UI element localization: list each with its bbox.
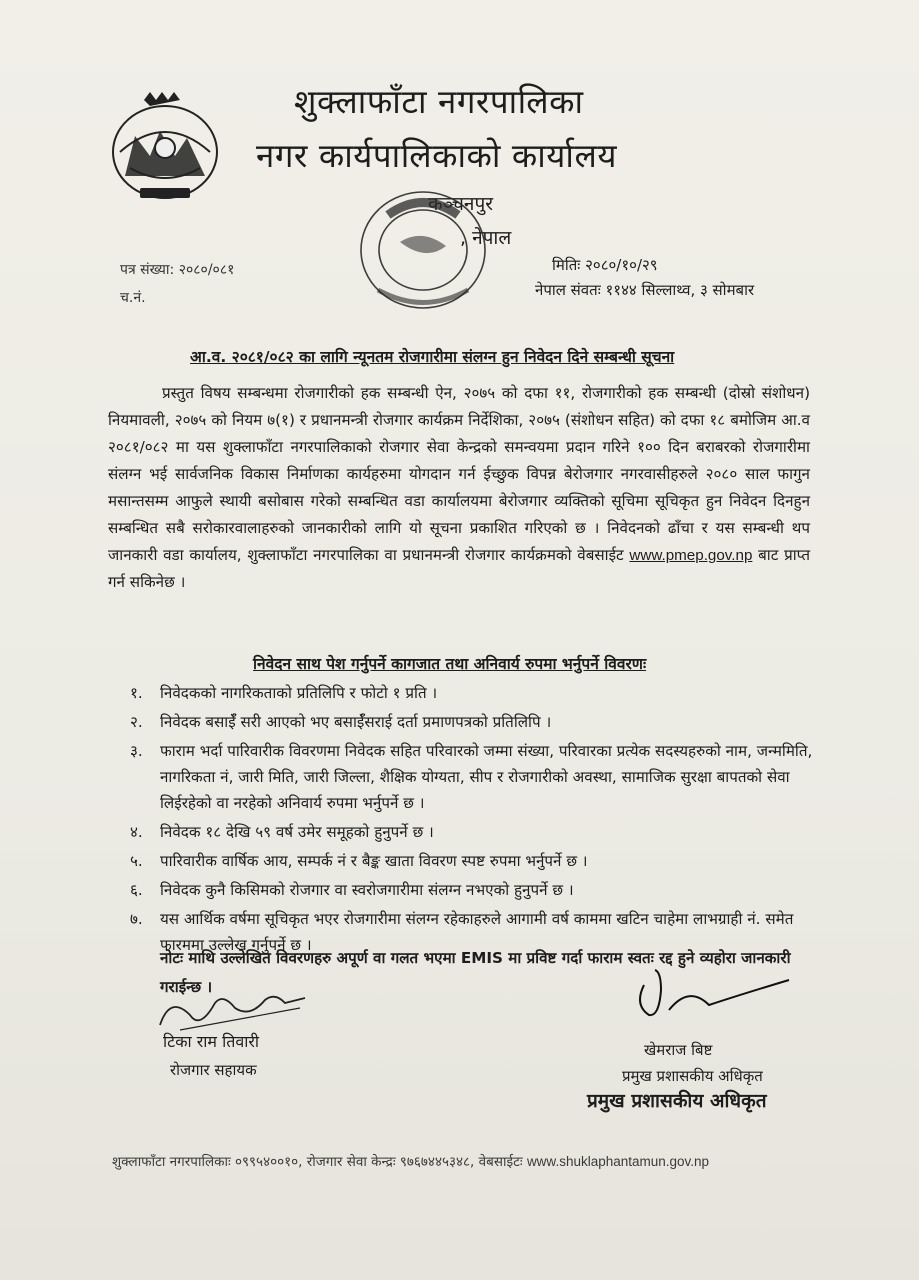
documents-heading: निवेदन साथ पेश गर्नुपर्ने कागजात तथा अनिवार्य रुपमा भर्नुपर्ने विवरणः — [253, 655, 647, 673]
body-text-end: बाट प्राप्त गर्न सकिनेछ । — [108, 546, 811, 591]
municipality-website-link[interactable]: www.shuklaphantamun.gov.np — [526, 1154, 710, 1169]
emis-note: नोटः माथि उल्लेखित विवरणहरु अपूर्ण वा गलत भएमा EMIS मा प्रविष्ट गर्दा फाराम स्वतः रद्द हुने व्यहोरा जानकारी गराईन्छ । — [160, 949, 791, 996]
address-district: कञ्चनपुर — [428, 193, 494, 215]
municipality-name: शुक्लाफाँटा नगरपालिका — [294, 82, 584, 121]
body-text: प्रस्तुत विषय सम्बन्धमा रोजगारीको हक सम्बन्धी ऐन, २०७५ को दफा ११, रोजगारीको हक सम्बन्धी (दोस्रो संशोधन) नियमावली, २०७५ को नियम ७(१) र प्रधानमन्त्री रोजगार कार्यक्रम निर्देशिका, २०७५ (संशोधन सहित) को दफा १८ बमोजिम आ.व २०८१/०८२ मा यस शुक्लाफाँटा नगरपालिकाको रोजगार सेवा केन्द्रको समन्वयमा प्रदान गरिने १०० दिन बराबरको रोजगारीमा संलग्न भई सार्वजनिक विकास निर्माणका कार्यहरुमा योगदान गर्न ईच्छुक विपन्न बेरोजगार नगरवासीहरुले २०८० साल फागुन मसान्तसम्म आफुले स्थायी बसोबास गरेको सम्बन्धित वडा कार्यालयमा बेरोजगार व्यक्तिको सूचिमा सूचिकृत हुन निवेदन दिनहुन सम्बन्धित सबै सरोकारवालाहरुको जानकारीको लागि यो सूचना प्रकाशित गरिएको छ । निवेदनको ढाँचा र यस सम्बन्धी थप जानकारी वडा कार्यालय, शुक्लाफाँटा नगरपालिका वा प्रधानमन्त्री रोजगार कार्यक्रमको वेबसाईट — [108, 384, 810, 564]
documents-list — [130, 680, 820, 961]
office-seal-stamp — [348, 180, 498, 320]
cao-designation: प्रमुख प्रशासकीय अधिकृत — [622, 1067, 763, 1085]
dispatch-number: च.नं. — [120, 290, 146, 306]
cao-designation-stamp: प्रमुख प्रशासकीय अधिकृत — [587, 1090, 767, 1112]
notice-subject: आ.व. २०८१/०८२ का लागि न्यूनतम रोजगारीमा संलग्न हुन निवेदन दिने सम्बन्धी सूचना — [190, 348, 675, 366]
address-country: , नेपाल — [460, 227, 512, 249]
list-item: ६. निवेदक कुनै किसिमको रोजगार वा स्वरोजगारीमा संलग्न नभएको हुनुपर्ने छ । — [130, 881, 574, 899]
nepal-government-emblem-icon — [100, 88, 230, 206]
footer-contacts: शुक्लाफाँटा नगरपालिकाः ०९९५४००१०, रोजगार सेवा केन्द्रः ९७६७४४५३४८, वेबसाईटः www.shuklaphantamun.gov.np — [112, 1154, 710, 1170]
cao-signature — [624, 965, 794, 1025]
cao-name: खेमराज बिष्ट — [644, 1041, 713, 1059]
employment-assistant-signature — [150, 990, 330, 1035]
list-item: १. निवेदकको नागरिकताको प्रतिलिपि र फोटो १ प्रति । — [130, 684, 438, 702]
list-item: ७. यस आर्थिक वर्षमा सूचिकृत भएर रोजगारीमा संलग्न रहेकाहरुले आगामी वर्ष काममा खटिन चाहेमा लाभग्राही नं. समेत फारममा उल्लेख गर्नुपर्ने छ । — [130, 910, 794, 954]
reference-number: पत्र संख्या: २०८०/०८१ — [120, 262, 235, 278]
office-name: नगर कार्यपालिकाको कार्यालय — [256, 136, 617, 175]
list-item: ५. पारिवारीक वार्षिक आय, सम्पर्क नं र बैङ्क खाता विवरण स्पष्ट रुपमा भर्नुपर्ने छ । — [130, 852, 588, 870]
assistant-designation: रोजगार सहायक — [170, 1061, 257, 1079]
list-item: ३. फाराम भर्दा पारिवारीक विवरणमा निवेदक सहित परिवारको जम्मा संख्या, परिवारका प्रत्येक सदस्यहरुको नाम, जन्ममिति, नागरिकता नं, जारी मिति, जारी जिल्ला, शैक्षिक योग्यता, सीप र रोजगारीको अवस्था, सामाजिक सुरक्षा बापतको सेवा लिईरहेको वा नरहेको अनिवार्य रुपमा भर्नुपर्ने छ । — [130, 742, 813, 812]
pmep-website-link[interactable]: www.pmep.gov.np — [629, 547, 753, 564]
list-item: २. निवेदक बसाईँ सरी आएको भए बसाईँसराई दर्ता प्रमाणपत्रको प्रतिलिपि । — [130, 713, 552, 731]
nepal-sambat-date: नेपाल संवतः ११४४ सिल्लाथ्व, ३ सोमबार — [535, 281, 755, 299]
assistant-name: टिका राम तिवारी — [163, 1032, 260, 1051]
notice-date: मितिः २०८०/१०/२९ — [552, 256, 658, 274]
notice-body — [108, 380, 810, 596]
list-item: ४. निवेदक १८ देखि ५९ वर्ष उमेर समूहको हुनुपर्ने छ । — [130, 823, 434, 841]
